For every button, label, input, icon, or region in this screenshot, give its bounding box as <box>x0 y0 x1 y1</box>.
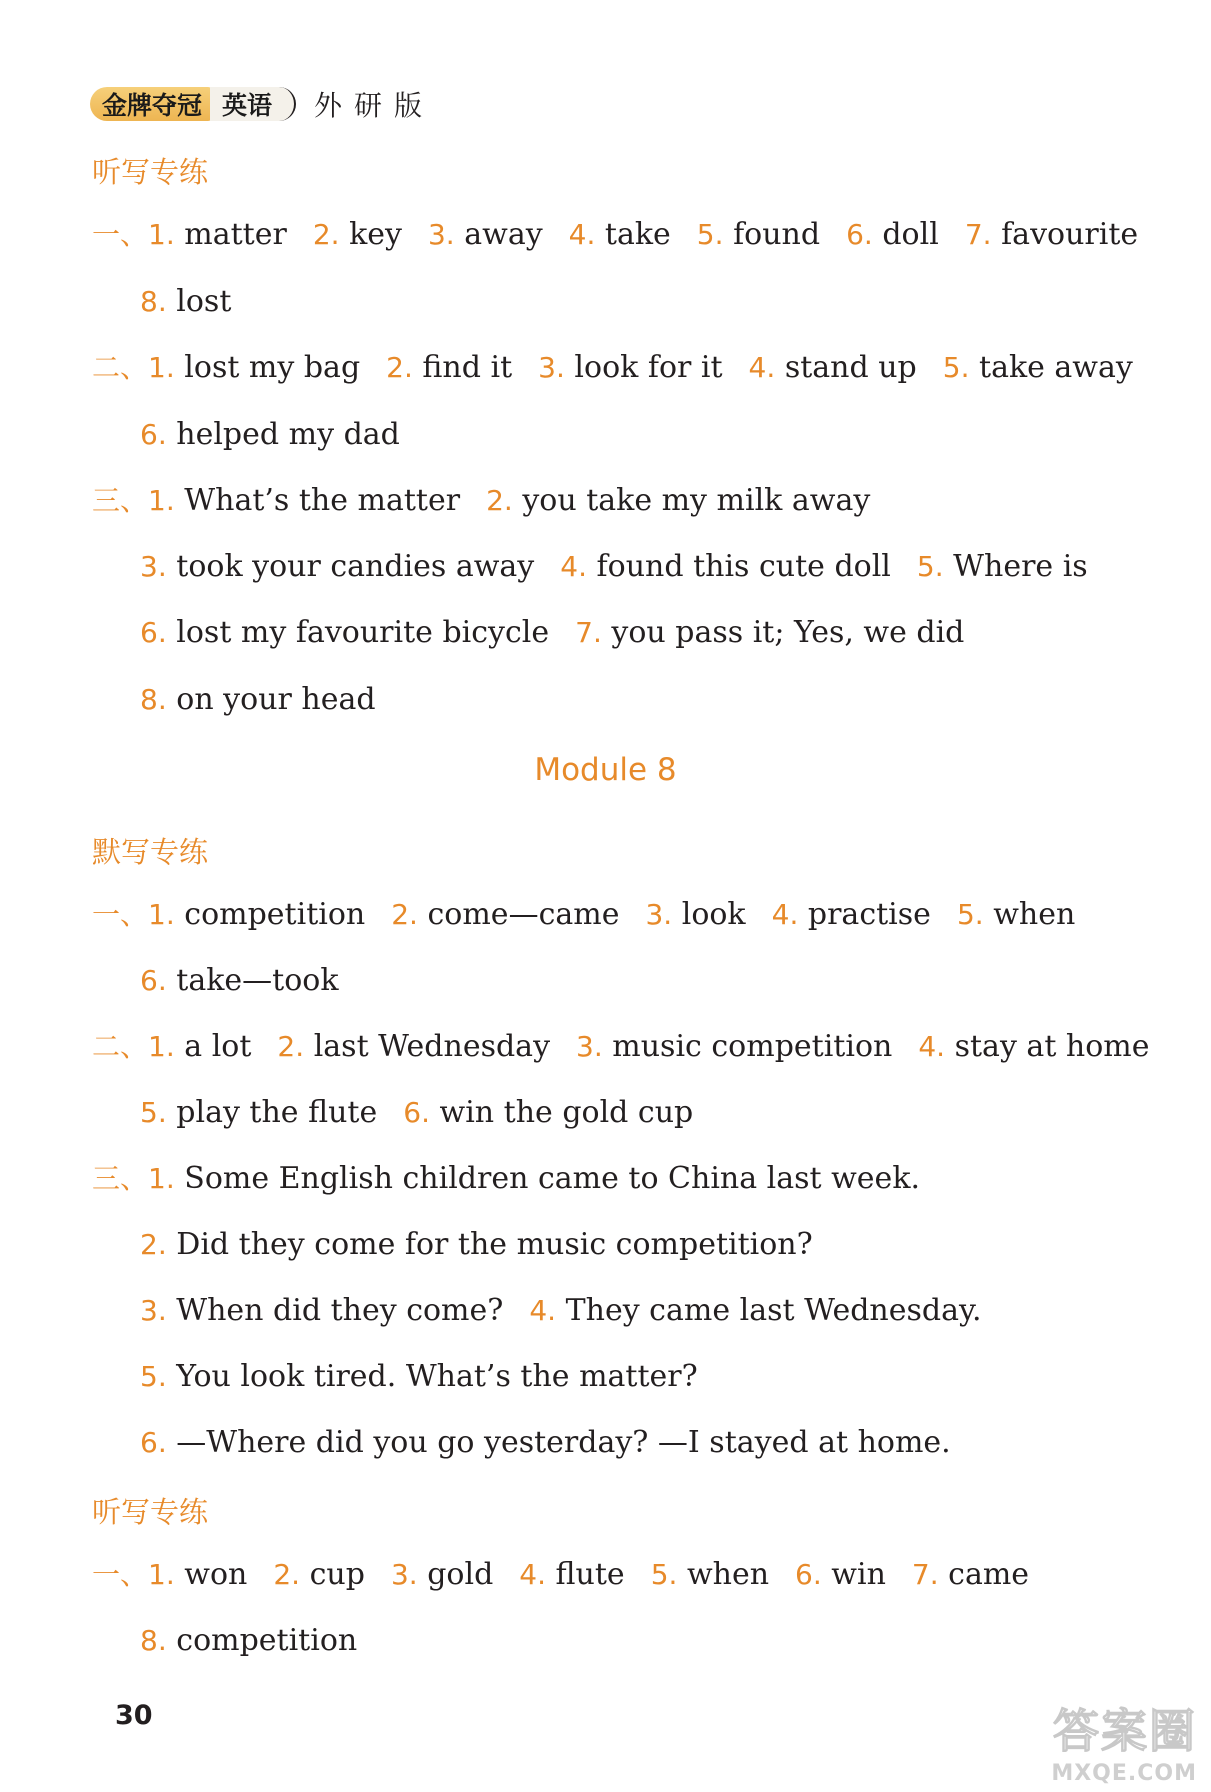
answer-text: look for it <box>574 350 723 385</box>
answer-text: key <box>349 217 402 252</box>
answer-text: found <box>733 217 821 252</box>
answer-text: win <box>831 1557 886 1592</box>
answer-number: 3. <box>645 898 673 931</box>
answer-number: 2. <box>386 351 413 384</box>
answer-number: 8. <box>140 683 167 716</box>
answer-line <box>140 1357 698 1397</box>
answer-number: 5. <box>916 550 944 583</box>
answer-number: 4. <box>560 550 587 583</box>
watermark-url: MXQE.COM <box>1051 1761 1197 1786</box>
answer-text: They came last Wednesday. <box>565 1293 982 1328</box>
section-marker: 二、 <box>92 1030 149 1063</box>
book-header <box>90 86 434 122</box>
answer-text: find it <box>422 350 513 385</box>
answer-text: a lot <box>184 1029 252 1064</box>
module-title: Module 8 <box>534 752 677 788</box>
answer-number: 7. <box>575 616 602 649</box>
answer-text: take away <box>979 350 1133 385</box>
answer-text: matter <box>184 217 287 252</box>
answer-number: 5. <box>956 898 984 931</box>
answer-text: cup <box>309 1557 365 1592</box>
answer-number: 3. <box>427 218 455 251</box>
section-title-writing: 默写专练 <box>92 835 209 869</box>
answer-number: 1. <box>148 484 175 517</box>
subject-badge: 英语 <box>210 87 296 121</box>
answer-line <box>140 613 964 653</box>
answer-number: 5. <box>140 1096 167 1129</box>
edition-label: 外研版 <box>314 89 435 122</box>
answer-text: look <box>681 897 746 932</box>
answer-text: helped my dad <box>176 417 400 452</box>
answer-number: 2. <box>273 1558 301 1591</box>
answer-text: won <box>184 1557 248 1592</box>
answer-number: 4. <box>519 1558 546 1591</box>
answer-text: lost <box>176 284 232 319</box>
answer-text: take—took <box>176 963 339 998</box>
answer-line <box>92 1555 1029 1595</box>
answer-number: 6. <box>403 1096 430 1129</box>
answer-line <box>140 1225 813 1265</box>
answer-number: 6. <box>140 964 167 997</box>
answer-number: 5. <box>696 218 724 251</box>
answer-text: competition <box>176 1623 358 1658</box>
answer-text: competition <box>184 897 366 932</box>
answer-number: 1. <box>148 1558 175 1591</box>
answer-number: 2. <box>312 218 340 251</box>
answer-number: 5. <box>140 1360 167 1393</box>
answer-text: What’s the matter <box>184 483 461 518</box>
answer-number: 6. <box>795 1558 822 1591</box>
answer-text: took your candies away <box>176 549 535 584</box>
answer-text: doll <box>882 217 939 252</box>
answer-number: 2. <box>277 1030 305 1063</box>
answer-number: 1. <box>148 351 175 384</box>
watermark <box>1007 1695 1197 1786</box>
answer-line <box>92 1159 920 1199</box>
answer-number: 1. <box>148 898 175 931</box>
answer-line <box>140 1423 951 1463</box>
answer-number: 1. <box>148 1030 175 1063</box>
answer-line <box>140 1291 981 1331</box>
answer-number: 2. <box>391 898 418 931</box>
answer-line <box>140 961 339 1001</box>
answer-number: 4. <box>748 351 776 384</box>
answer-text: stand up <box>784 350 917 385</box>
answer-number: 3. <box>538 351 565 384</box>
answer-number: 5. <box>650 1558 678 1591</box>
answer-line <box>92 348 1133 388</box>
section-marker: 一、 <box>92 1558 149 1591</box>
answer-text: lost my bag <box>184 350 361 385</box>
answer-text: come—came <box>427 897 620 932</box>
answer-text: lost my favourite bicycle <box>176 615 550 650</box>
answer-text: take <box>604 217 671 252</box>
answer-line <box>140 282 231 322</box>
answer-number: 2. <box>486 484 513 517</box>
section-marker: 二、 <box>92 351 149 384</box>
page-number: 30 <box>115 1700 153 1731</box>
answer-number: 3. <box>576 1030 603 1063</box>
answer-text: When did they come? <box>176 1293 504 1328</box>
answer-line <box>92 895 1075 935</box>
answer-text: flute <box>555 1557 625 1592</box>
watermark-text: 答案圈 <box>1053 1704 1197 1758</box>
answer-text: last Wednesday <box>313 1029 551 1064</box>
answer-number: 3. <box>140 1294 167 1327</box>
answer-number: 1. <box>148 1162 175 1195</box>
answer-line <box>92 481 870 521</box>
answer-number: 2. <box>140 1228 167 1261</box>
section-marker: 一、 <box>92 218 149 251</box>
answer-number: 1. <box>148 218 175 251</box>
answer-text: favourite <box>1001 217 1139 252</box>
answer-text: came <box>948 1557 1030 1592</box>
answer-line <box>140 1621 357 1661</box>
answer-number: 7. <box>964 218 992 251</box>
answer-line <box>92 1027 1150 1067</box>
answer-text: play the flute <box>176 1095 378 1130</box>
answer-number: 4. <box>918 1030 946 1063</box>
answer-text: practise <box>807 897 931 932</box>
answer-line <box>92 215 1138 255</box>
answer-number: 7. <box>911 1558 939 1591</box>
answer-number: 5. <box>942 351 970 384</box>
section-title-dictation: 听写专练 <box>92 155 209 189</box>
answer-number: 6. <box>140 616 167 649</box>
answer-number: 3. <box>390 1558 418 1591</box>
answer-text: away <box>464 217 543 252</box>
answer-line <box>140 415 400 455</box>
answer-text: Some English children came to China last week. <box>184 1161 921 1196</box>
answer-text: you pass it; Yes, we did <box>611 615 965 650</box>
answer-number: 6. <box>140 418 167 451</box>
answer-number: 8. <box>140 1624 167 1657</box>
answer-text: —Where did you go yesterday? —I stayed at home. <box>176 1425 951 1460</box>
answer-text: stay at home <box>954 1029 1150 1064</box>
section-marker: 三、 <box>92 484 149 517</box>
answer-line <box>140 680 376 720</box>
answer-text: found this cute doll <box>596 549 891 584</box>
answer-line <box>140 1093 693 1133</box>
answer-text: You look tired. What’s the matter? <box>176 1359 698 1394</box>
section-title-dictation-2: 听写专练 <box>92 1495 209 1529</box>
answer-line <box>140 547 1088 587</box>
section-marker: 一、 <box>92 898 149 931</box>
answer-text: music competition <box>612 1029 893 1064</box>
answer-text: when <box>686 1557 770 1592</box>
answer-number: 6. <box>140 1426 167 1459</box>
answer-text: Did they come for the music competition? <box>176 1227 813 1262</box>
answer-number: 4. <box>568 218 596 251</box>
answer-text: gold <box>427 1557 494 1592</box>
answer-text: Where is <box>953 549 1088 584</box>
answer-text: win the gold cup <box>439 1095 694 1130</box>
answer-number: 3. <box>140 550 167 583</box>
answer-number: 6. <box>846 218 873 251</box>
answer-text: when <box>993 897 1076 932</box>
section-marker: 三、 <box>92 1162 149 1195</box>
answer-text: you take my milk away <box>522 483 871 518</box>
answer-number: 4. <box>529 1294 557 1327</box>
answer-number: 8. <box>140 285 167 318</box>
series-badge: 金牌夺冠 <box>90 87 212 121</box>
answer-number: 4. <box>771 898 799 931</box>
answer-text: on your head <box>176 682 376 717</box>
